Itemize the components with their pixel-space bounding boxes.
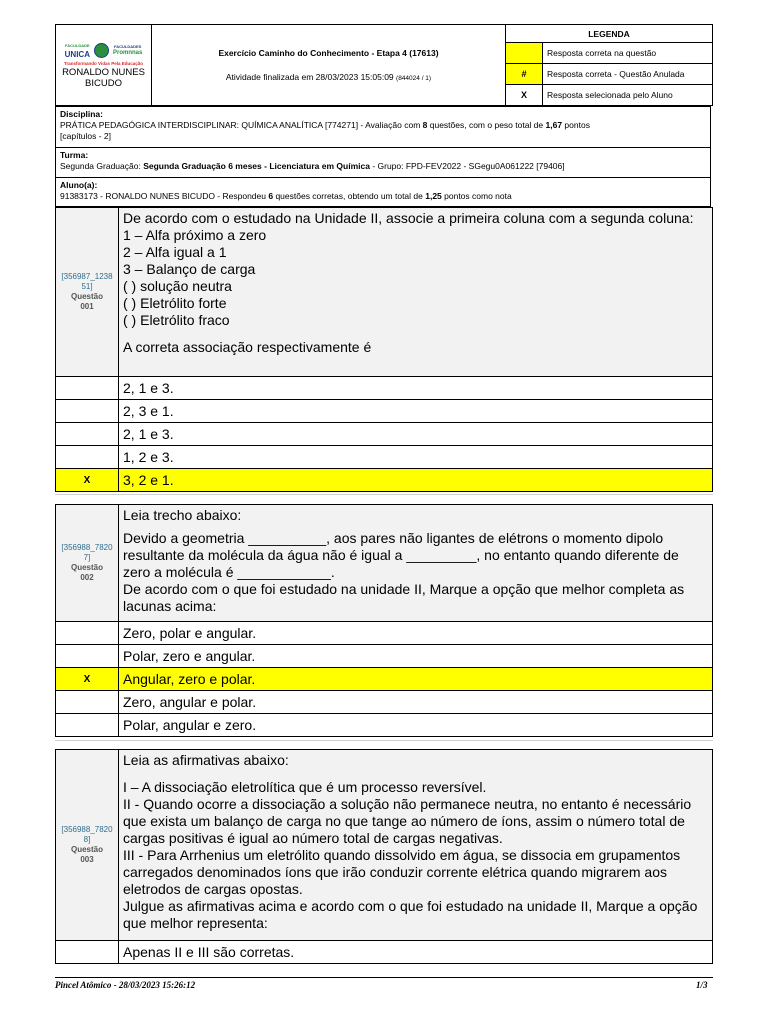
legend-title: LEGENDA (506, 25, 713, 43)
answer-option[interactable] (56, 645, 713, 668)
option-mark (56, 714, 119, 737)
option-mark (56, 423, 119, 446)
option-text[interactable]: Polar, angular e zero. (119, 714, 713, 737)
option-text[interactable]: 2, 1 e 3. (119, 423, 713, 446)
logo-cell (56, 25, 152, 106)
option-text[interactable]: Polar, zero e angular. (119, 645, 713, 668)
option-text[interactable]: 1, 2 e 3. (119, 446, 713, 469)
tagline: Transformando Vidas Pela Educação (64, 61, 143, 66)
header-table (55, 24, 713, 106)
question-code: [356987_1238 51] (61, 272, 113, 291)
question-002 (55, 504, 713, 737)
aluno-box (55, 177, 711, 207)
option-mark (56, 941, 119, 964)
option-mark (56, 377, 119, 400)
globe-icon (94, 43, 109, 58)
answer-option[interactable] (56, 691, 713, 714)
answer-option[interactable] (56, 377, 713, 400)
prominas-logo: FACULDADES Promnnas (113, 44, 143, 56)
question-code: [356988_7820 7] (61, 543, 113, 562)
answer-option[interactable] (56, 400, 713, 423)
option-mark (56, 691, 119, 714)
answer-option[interactable] (56, 423, 713, 446)
aluno-text: 91383173 - RONALDO NUNES BICUDO - Respondeu 6 questões corretas, obtendo um total de 1,25 pontos como nota (60, 191, 512, 201)
question-separator (55, 494, 713, 495)
page-number: 1/3 (696, 980, 708, 990)
question-label: Questão (70, 563, 103, 572)
turma-box (55, 147, 711, 178)
option-text[interactable]: Apenas II e III são corretas. (119, 941, 713, 964)
question-label: Questão (70, 292, 103, 301)
option-text[interactable]: 2, 1 e 3. (119, 377, 713, 400)
legend-text-correct: Resposta correta na questão (543, 43, 713, 64)
option-mark: X (56, 469, 119, 492)
turma-text: Segunda Graduação: Segunda Graduação 6 meses - Licenciatura em Química - Grupo: FPD-FEV2022 - SGegu0A061222 [79406] (60, 161, 565, 171)
footer-divider (55, 977, 713, 978)
option-mark: X (56, 668, 119, 691)
footer-timestamp: Pincel Atômico - 28/03/2023 15:26:12 (55, 980, 196, 990)
option-text[interactable]: 2, 3 e 1. (119, 400, 713, 423)
legend-symbol-selected: X (506, 85, 543, 106)
option-mark (56, 446, 119, 469)
legend-symbol-correct (506, 43, 543, 64)
legend-symbol-annulled: # (506, 64, 543, 85)
answer-option[interactable] (56, 941, 713, 964)
disciplina-chapters: [capítulos - 2] (60, 131, 112, 141)
question-003 (55, 749, 713, 964)
question-stem: Leia as afirmativas abaixo: I – A dissociação eletrolítica que é um processo reversível. II - Quando ocorre a dissociação a solução não permanece neutra, no entanto é necessário que exista um balanço de carga no que tange ao número de íons, assim o número total de cargas positivas é igual ao número total de cargas negativas. III - Para Arrhenius um eletrólito quando dissolvido em água, se dissocia em grupamentos carregados denominados íons que irão conduzir corrente elétrica quando migrarem aos eletrodos de cargas opostas. Julgue as afirmativas acima e acordo com o que foi estudado na unidade II, Marque a opção que melhor representa: (119, 750, 713, 941)
option-text[interactable]: Zero, angular e polar. (119, 691, 713, 714)
question-stem: De acordo com o estudado na Unidade II, associe a primeira coluna com a segunda coluna: 1 – Alfa próximo a zero 2 – Alfa igual a 1 3 – Balanço de carga ( ) solução neutra ( ) Eletrólito forte ( ) Eletrólito fraco A correta associação respectivamente é (119, 208, 713, 377)
answer-option[interactable] (56, 622, 713, 645)
question-stem: Leia trecho abaixo: Devido a geometria __________, aos pares não ligantes de elétrons o momento dipolo resultante da molécula da água não é igual a _________, no entanto quando diferente de zero a molécula é ____________. De acordo com o que foi estudado na unidade II, Marque a opção que melhor completa as lacunas acima: (119, 505, 713, 622)
question-code: [356988_7820 8] (61, 825, 113, 844)
student-name: RONALDO NUNES BICUDO (62, 67, 145, 89)
answer-option[interactable] (56, 446, 713, 469)
option-text[interactable]: Angular, zero e polar. (119, 668, 713, 691)
title-cell (152, 25, 506, 106)
aluno-label: Aluno(a): (60, 180, 98, 190)
answer-option-selected[interactable] (56, 668, 713, 691)
question-separator (55, 740, 713, 741)
question-side (56, 208, 119, 377)
option-text[interactable]: 3, 2 e 1. (119, 469, 713, 492)
question-number: 001 (80, 302, 94, 311)
answer-option[interactable] (56, 714, 713, 737)
answer-option-selected[interactable] (56, 469, 713, 492)
question-label: Questão (70, 845, 103, 854)
option-mark (56, 622, 119, 645)
institution-logos (56, 41, 151, 59)
question-number: 003 (80, 855, 94, 864)
exercise-title: Exercício Caminho do Conhecimento - Etapa 4 (17613) (218, 48, 439, 58)
option-mark (56, 400, 119, 423)
unica-logo: FACULDADE UNICA (64, 43, 90, 59)
question-001 (55, 207, 713, 492)
disciplina-text: PRÁTICA PEDAGÓGICA INTERDISCIPLINAR: QUÍMICA ANALÍTICA [774271] - Avaliação com 8 questões, com o peso total de 1,67 pontos (60, 120, 590, 130)
option-mark (56, 645, 119, 668)
disciplina-box (55, 106, 711, 148)
legend-text-annulled: Resposta correta - Questão Anulada (543, 64, 713, 85)
question-side (56, 505, 119, 622)
finished-info: Atividade finalizada em 28/03/2023 15:05:09 (844024 / 1) (225, 72, 432, 82)
option-text[interactable]: Zero, polar e angular. (119, 622, 713, 645)
turma-label: Turma: (60, 150, 89, 160)
question-number: 002 (80, 573, 94, 582)
disciplina-label: Disciplina: (60, 109, 103, 119)
legend-text-selected: Resposta selecionada pelo Aluno (543, 85, 713, 106)
question-side (56, 750, 119, 941)
